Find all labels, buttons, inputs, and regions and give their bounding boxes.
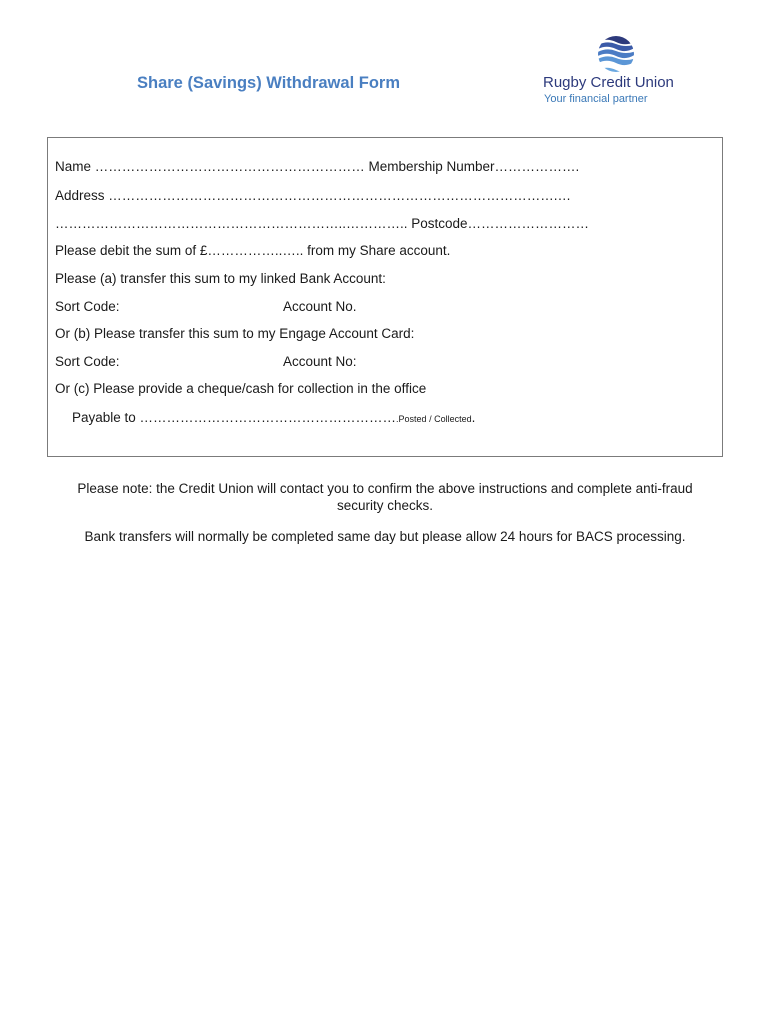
address-postcode-field[interactable]: ………………………………………………………..………….. Postcode……………………… <box>55 216 590 231</box>
option-a-label: Please (a) transfer this sum to my linked Bank Account: <box>55 271 386 286</box>
logo <box>540 34 700 109</box>
logo-name: Rugby Credit Union <box>543 74 674 91</box>
wave-globe-icon <box>596 34 636 74</box>
form-title: Share (Savings) Withdrawal Form <box>137 74 400 92</box>
account-no-b-field[interactable]: Account No: <box>283 354 357 369</box>
contact-note: Please note: the Credit Union will contact you to confirm the above instructions and complete anti-fraud security checks. <box>77 481 693 513</box>
account-no-a-field[interactable]: Account No. <box>283 299 357 314</box>
payable-to-label: Payable to ………………………………………………… <box>72 410 397 425</box>
address-field[interactable]: Address ……………………………………………………………………………………….… <box>55 188 572 203</box>
option-b-label: Or (b) Please transfer this sum to my Engage Account Card: <box>55 326 415 341</box>
sort-code-b-field[interactable]: Sort Code: <box>55 354 120 369</box>
logo-tagline: Your financial partner <box>544 93 648 105</box>
sort-code-a-field[interactable]: Sort Code: <box>55 299 120 314</box>
posted-collected-label: .Posted / Collected <box>396 414 472 424</box>
bacs-note: Bank transfers will normally be completed same day but please allow 24 hours for BACS processing. <box>84 529 686 544</box>
payable-end: . <box>471 410 476 425</box>
option-c-label: Or (c) Please provide a cheque/cash for collection in the office <box>55 381 427 396</box>
name-membership-field[interactable]: Name …………………………………………………… Membership Number………………. <box>55 159 580 174</box>
payable-to-field[interactable] <box>72 410 475 425</box>
withdrawal-form-box <box>47 137 723 457</box>
debit-sum-field[interactable]: Please debit the sum of £……………..….. from my Share account. <box>55 243 451 258</box>
